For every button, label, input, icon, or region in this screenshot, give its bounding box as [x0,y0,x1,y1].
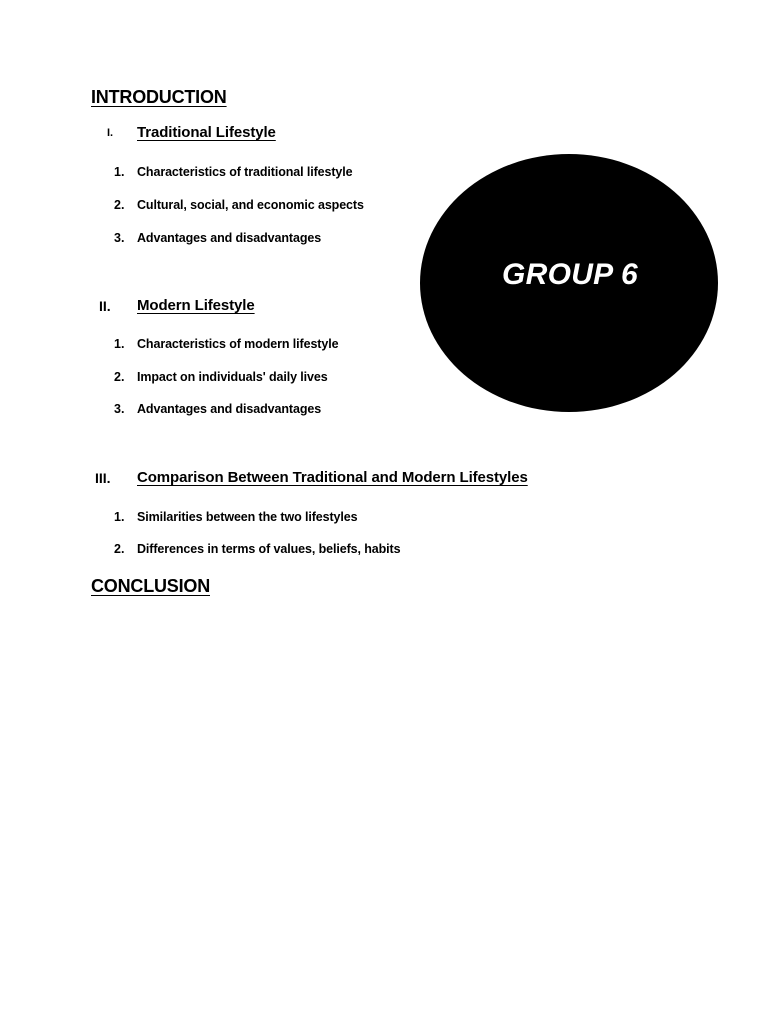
section-2-item-2-text: Impact on individuals' daily lives [137,370,328,384]
section-1-title: Traditional Lifestyle [137,124,276,141]
section-1-numeral: I. [107,127,114,139]
group-badge [420,154,718,412]
conclusion-heading: CONCLUSION [91,576,210,596]
section-1-item-1-number: 1. [114,165,125,179]
section-2-item-1-number: 1. [114,337,125,351]
section-2-item-1-text: Characteristics of modern lifestyle [137,337,339,351]
section-3-item-2-number: 2. [114,542,125,556]
section-3-item-1-text: Similarities between the two lifestyles [137,510,358,524]
section-1-item-3-number: 3. [114,231,125,245]
group-badge-label: GROUP 6 [501,258,639,291]
section-2-item-3-number: 3. [114,402,125,416]
section-3-item-2-text: Differences in terms of values, beliefs, habits [137,542,401,556]
section-2-item-3-text: Advantages and disadvantages [137,402,322,416]
section-1-item-3-text: Advantages and disadvantages [137,231,322,245]
introduction-heading: INTRODUCTION [91,87,227,107]
section-1-item-1-text: Characteristics of traditional lifestyle [137,165,353,179]
section-1-item-2-number: 2. [114,198,125,212]
section-2-numeral: II. [99,298,111,314]
section-1-item-2-text: Cultural, social, and economic aspects [137,198,364,212]
section-2-title: Modern Lifestyle [137,297,255,314]
section-2-item-2-number: 2. [114,370,125,384]
section-3-title: Comparison Between Traditional and Modern Lifestyles [137,469,528,486]
section-3-item-1-number: 1. [114,510,125,524]
section-3-numeral: III. [95,470,111,486]
